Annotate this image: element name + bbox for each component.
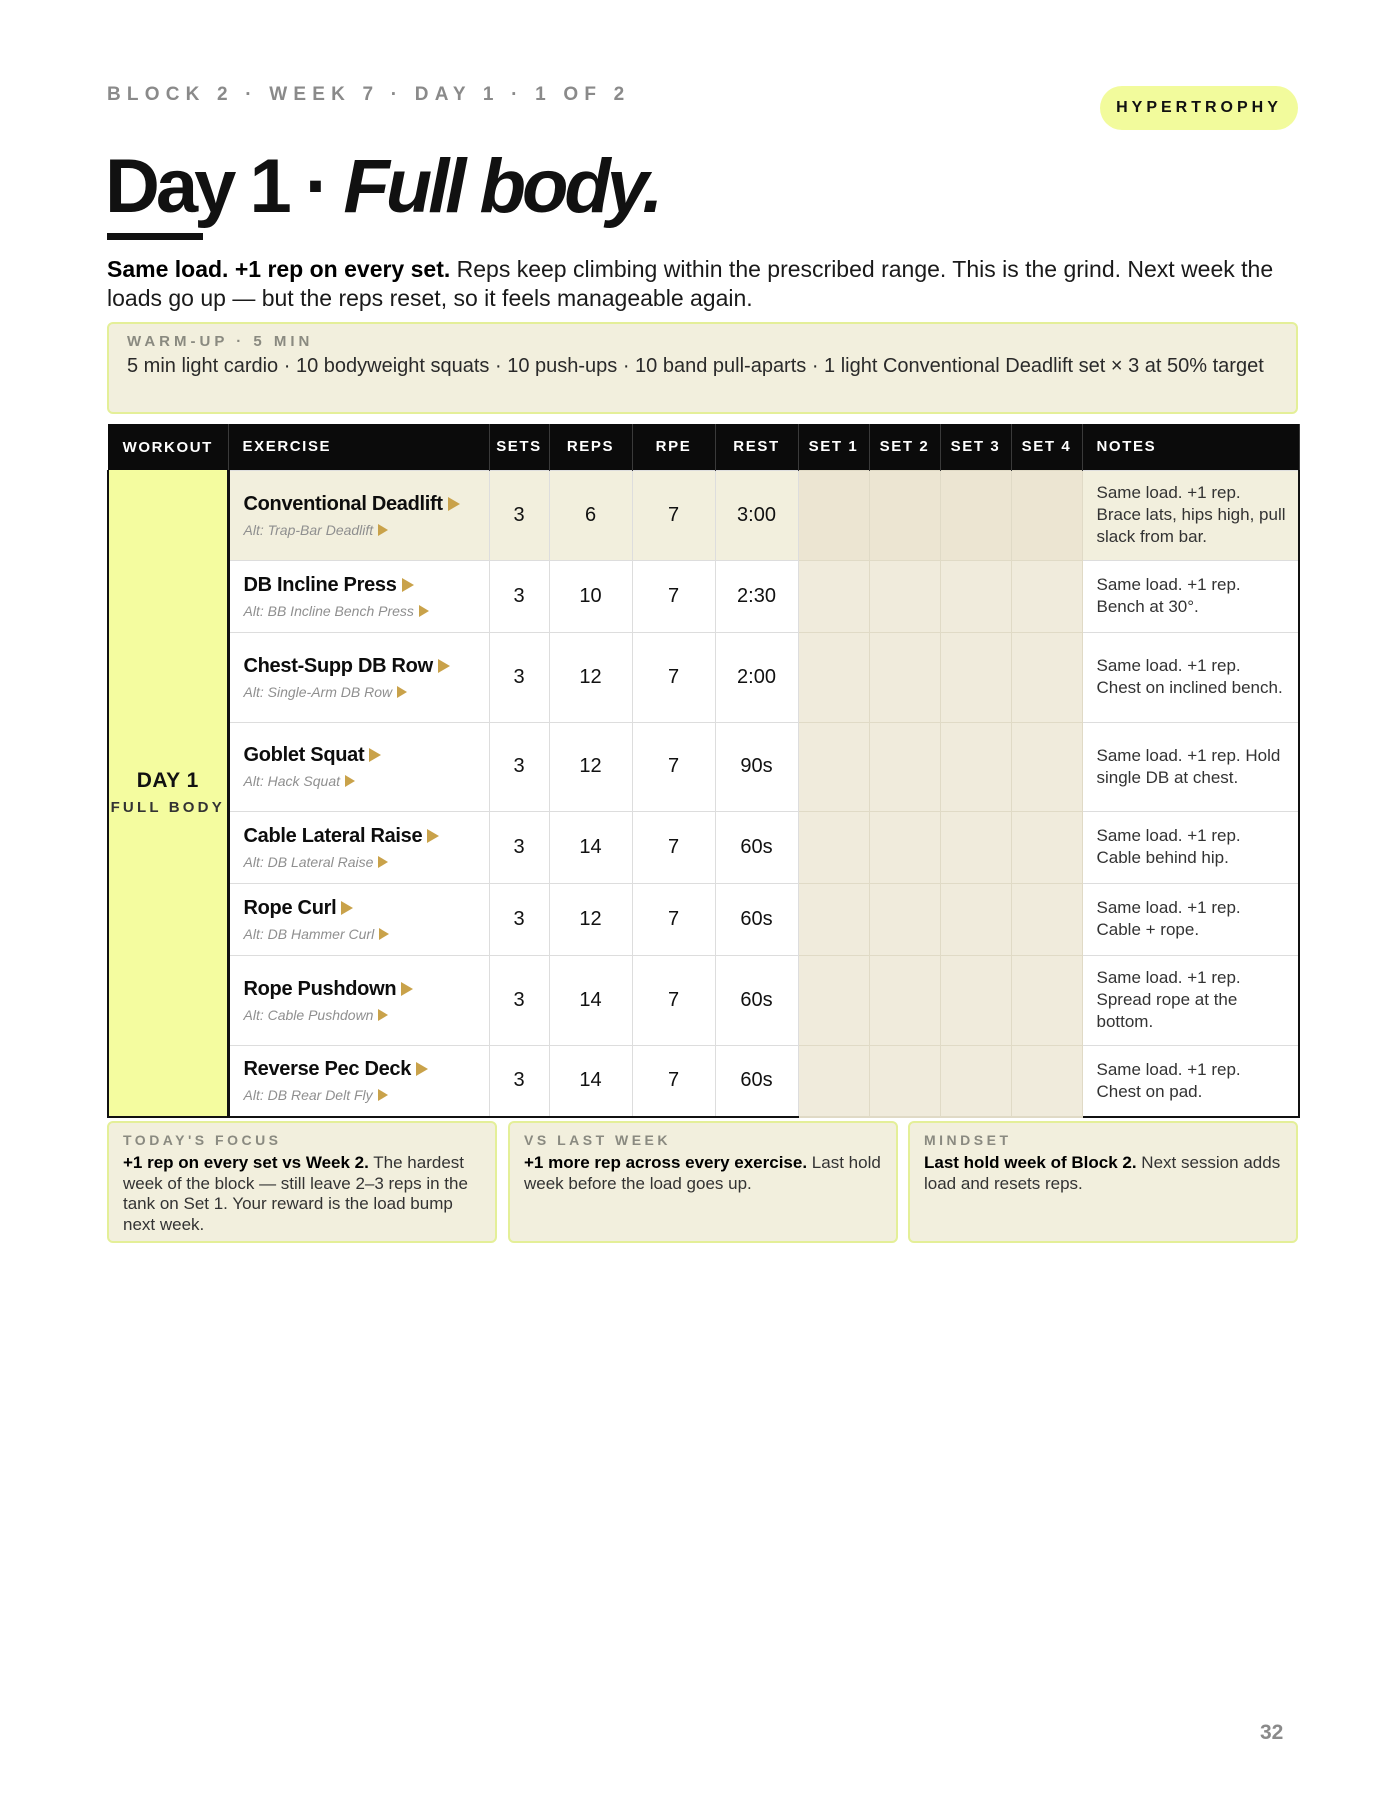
page-title [105, 142, 659, 232]
play-icon[interactable] [427, 829, 439, 843]
header-rest: REST [715, 424, 798, 470]
exercise-alt[interactable] [244, 1007, 489, 1023]
notes-cell: Same load. +1 rep. Bench at 30°. [1082, 560, 1299, 632]
day-label: DAY 1 [136, 769, 199, 792]
exercise-alt-text: Alt: DB Lateral Raise [243, 853, 374, 870]
exercise-alt[interactable] [244, 522, 489, 538]
set-3-log[interactable] [940, 470, 1011, 560]
rpe-cell: 7 [632, 883, 715, 955]
header-set-4: SET 4 [1011, 424, 1082, 470]
play-icon[interactable] [438, 659, 450, 673]
rest-cell: 60s [715, 1045, 798, 1117]
play-icon[interactable] [378, 856, 388, 868]
exercise-name[interactable] [244, 744, 489, 767]
title-main: Day 1 · [105, 144, 344, 229]
header-notes: NOTES [1082, 424, 1299, 470]
exercise-cell [228, 883, 489, 955]
focus-body: The hardest week of the block — still leave 2–3 reps in the tank on Set 1. Your reward is the load bump next week. [123, 1153, 468, 1234]
focus-body: Last hold week before the load goes up. [524, 1153, 881, 1193]
rpe-cell: 7 [632, 632, 715, 722]
intro-paragraph [107, 255, 1307, 313]
warmup-label: WARM-UP · 5 MIN [127, 333, 314, 350]
focus-label: TODAY'S FOCUS [123, 1132, 282, 1148]
set-1-log[interactable] [798, 560, 869, 632]
exercise-cell [228, 470, 489, 560]
rpe-cell: 7 [632, 811, 715, 883]
notes-cell: Same load. +1 rep. Cable behind hip. [1082, 811, 1299, 883]
exercise-alt-text: Alt: Trap-Bar Deadlift [243, 521, 374, 538]
exercise-name[interactable] [244, 574, 489, 597]
notes-cell: Same load. +1 rep. Brace lats, hips high, pull slack from bar. [1082, 470, 1299, 560]
set-2-log[interactable] [869, 632, 940, 722]
exercise-name[interactable] [244, 978, 489, 1001]
exercise-alt[interactable] [244, 684, 489, 700]
rpe-cell: 7 [632, 560, 715, 632]
reps-cell: 12 [549, 722, 632, 811]
set-2-log[interactable] [869, 470, 940, 560]
play-icon[interactable] [401, 982, 413, 996]
exercise-name-text: Rope Curl [243, 896, 337, 919]
exercise-name[interactable] [244, 1058, 489, 1081]
set-4-log[interactable] [1011, 955, 1082, 1045]
table-row [108, 470, 1299, 560]
reps-cell: 6 [549, 470, 632, 560]
notes-cell: Same load. +1 rep. Spread rope at the bottom. [1082, 955, 1299, 1045]
rest-cell: 2:30 [715, 560, 798, 632]
reps-cell: 14 [549, 955, 632, 1045]
exercise-name-text: Conventional Deadlift [243, 492, 443, 515]
set-1-log[interactable] [798, 811, 869, 883]
exercise-cell [228, 722, 489, 811]
set-1-log[interactable] [798, 722, 869, 811]
set-2-log[interactable] [869, 560, 940, 632]
play-icon[interactable] [402, 578, 414, 592]
exercise-name[interactable] [244, 493, 489, 516]
exercise-alt-text: Alt: DB Rear Delt Fly [243, 1087, 373, 1104]
exercise-name[interactable] [244, 655, 489, 678]
todays-focus-box [107, 1121, 497, 1243]
set-4-log[interactable] [1011, 722, 1082, 811]
exercise-name[interactable] [244, 897, 489, 920]
focus-text [924, 1153, 1282, 1194]
play-icon[interactable] [378, 1009, 388, 1021]
sets-cell: 3 [489, 811, 549, 883]
warmup-box [107, 322, 1298, 414]
table-row [108, 883, 1299, 955]
set-4-log[interactable] [1011, 1045, 1082, 1117]
table-row [108, 722, 1299, 811]
set-3-log[interactable] [940, 1045, 1011, 1117]
set-2-log[interactable] [869, 955, 940, 1045]
set-3-log[interactable] [940, 883, 1011, 955]
reps-cell: 14 [549, 811, 632, 883]
exercise-alt-text: Alt: Cable Pushdown [243, 1006, 374, 1023]
workout-day-cell [108, 470, 228, 1117]
exercise-name-text: Chest-Supp DB Row [243, 654, 433, 677]
rest-cell: 3:00 [715, 470, 798, 560]
notes-cell: Same load. +1 rep. Chest on inclined bench. [1082, 632, 1299, 722]
exercise-name[interactable] [244, 825, 489, 848]
play-icon[interactable] [416, 1062, 428, 1076]
set-4-log[interactable] [1011, 811, 1082, 883]
exercise-alt[interactable] [244, 926, 489, 942]
set-1-log[interactable] [798, 632, 869, 722]
notes-cell: Same load. +1 rep. Hold single DB at chest. [1082, 722, 1299, 811]
set-2-log[interactable] [869, 883, 940, 955]
set-2-log[interactable] [869, 722, 940, 811]
breadcrumb: BLOCK 2 · WEEK 7 · DAY 1 · 1 OF 2 [107, 84, 631, 105]
sets-cell: 3 [489, 1045, 549, 1117]
set-4-log[interactable] [1011, 560, 1082, 632]
sets-cell: 3 [489, 883, 549, 955]
reps-cell: 14 [549, 1045, 632, 1117]
page-number: 32 [1260, 1721, 1284, 1744]
notes-cell: Same load. +1 rep. Cable + rope. [1082, 883, 1299, 955]
exercise-alt[interactable] [244, 854, 489, 870]
program-badge: HYPERTROPHY [1100, 86, 1298, 130]
play-icon[interactable] [345, 775, 355, 787]
focus-text [123, 1153, 481, 1235]
set-2-log[interactable] [869, 811, 940, 883]
rest-cell: 90s [715, 722, 798, 811]
exercise-alt-text: Alt: DB Hammer Curl [243, 925, 375, 942]
focus-body: Next session adds load and resets reps. [924, 1153, 1281, 1193]
notes-cell: Same load. +1 rep. Chest on pad. [1082, 1045, 1299, 1117]
play-icon[interactable] [419, 605, 429, 617]
header-exercise: EXERCISE [228, 424, 489, 470]
table-header-row [108, 424, 1299, 470]
set-3-log[interactable] [940, 632, 1011, 722]
play-icon[interactable] [341, 901, 353, 915]
table-row [108, 560, 1299, 632]
exercise-alt-text: Alt: Single-Arm DB Row [243, 683, 393, 700]
intro-bold: Same load. +1 rep on every set. [107, 256, 451, 282]
exercise-cell [228, 1045, 489, 1117]
exercise-name-text: Cable Lateral Raise [243, 824, 423, 847]
exercise-cell [228, 955, 489, 1045]
reps-cell: 12 [549, 632, 632, 722]
table-row [108, 811, 1299, 883]
header-reps: REPS [549, 424, 632, 470]
header-workout: WORKOUT [108, 424, 228, 470]
set-3-log[interactable] [940, 811, 1011, 883]
rpe-cell: 7 [632, 955, 715, 1045]
exercise-name-text: Reverse Pec Deck [243, 1058, 412, 1081]
title-underline [107, 233, 203, 240]
rest-cell: 2:00 [715, 632, 798, 722]
rest-cell: 60s [715, 883, 798, 955]
set-1-log[interactable] [798, 470, 869, 560]
exercise-name-text: DB Incline Press [243, 573, 397, 596]
focus-label: MINDSET [924, 1132, 1012, 1148]
play-icon[interactable] [448, 497, 460, 511]
set-3-log[interactable] [940, 560, 1011, 632]
warmup-text: 5 min light cardio · 10 bodyweight squats · 10 push-ups · 10 band pull-aparts · 1 light Conventional Deadlift set × 3 at 50% target [127, 355, 1264, 377]
play-icon[interactable] [397, 686, 407, 698]
reps-cell: 10 [549, 560, 632, 632]
rpe-cell: 7 [632, 1045, 715, 1117]
intro-text: Reps keep climbing within the prescribed range. This is the grind. Next week the loads go up — but the reps reset, so it feels manageable again. [107, 256, 1274, 311]
sets-cell: 3 [489, 632, 549, 722]
focus-bold: Last hold week of Block 2. [924, 1153, 1137, 1172]
vs-last-week-box [508, 1121, 898, 1243]
table-row [108, 632, 1299, 722]
title-italic: Full body. [343, 144, 660, 229]
header-sets: SETS [489, 424, 549, 470]
exercise-name-text: Goblet Squat [243, 744, 365, 766]
set-2-log[interactable] [869, 1045, 940, 1117]
workout-table [107, 424, 1300, 1118]
sets-cell: 3 [489, 470, 549, 560]
exercise-alt-text: Alt: BB Incline Bench Press [243, 602, 414, 619]
focus-bold: +1 rep on every set vs Week 2. [123, 1153, 369, 1172]
play-icon[interactable] [378, 1089, 388, 1101]
focus-label: VS LAST WEEK [524, 1132, 672, 1148]
exercise-cell [228, 811, 489, 883]
sets-cell: 3 [489, 722, 549, 811]
set-3-log[interactable] [940, 722, 1011, 811]
rpe-cell: 7 [632, 722, 715, 811]
exercise-alt-text: Alt: Hack Squat [243, 773, 340, 789]
table-row [108, 955, 1299, 1045]
play-icon[interactable] [369, 748, 381, 762]
exercise-alt[interactable] [244, 1087, 489, 1103]
rpe-cell: 7 [632, 470, 715, 560]
set-4-log[interactable] [1011, 470, 1082, 560]
set-1-log[interactable] [798, 955, 869, 1045]
set-3-log[interactable] [940, 955, 1011, 1045]
header-set-2: SET 2 [869, 424, 940, 470]
set-1-log[interactable] [798, 883, 869, 955]
exercise-name-text: Rope Pushdown [243, 977, 397, 1000]
sets-cell: 3 [489, 560, 549, 632]
focus-bold: +1 more rep across every exercise. [524, 1153, 808, 1172]
mindset-box [908, 1121, 1298, 1243]
exercise-alt[interactable] [244, 603, 489, 619]
table-row [108, 1045, 1299, 1117]
exercise-cell [228, 632, 489, 722]
header-set-3: SET 3 [940, 424, 1011, 470]
set-1-log[interactable] [798, 1045, 869, 1117]
header-rpe: RPE [632, 424, 715, 470]
focus-text [524, 1153, 882, 1194]
play-icon[interactable] [378, 524, 388, 536]
exercise-cell [228, 560, 489, 632]
set-4-log[interactable] [1011, 632, 1082, 722]
day-sub-label: FULL BODY [110, 799, 225, 816]
header-set-1: SET 1 [798, 424, 869, 470]
rest-cell: 60s [715, 955, 798, 1045]
play-icon[interactable] [379, 928, 389, 940]
exercise-alt[interactable] [244, 773, 489, 789]
reps-cell: 12 [549, 883, 632, 955]
set-4-log[interactable] [1011, 883, 1082, 955]
rest-cell: 60s [715, 811, 798, 883]
sets-cell: 3 [489, 955, 549, 1045]
